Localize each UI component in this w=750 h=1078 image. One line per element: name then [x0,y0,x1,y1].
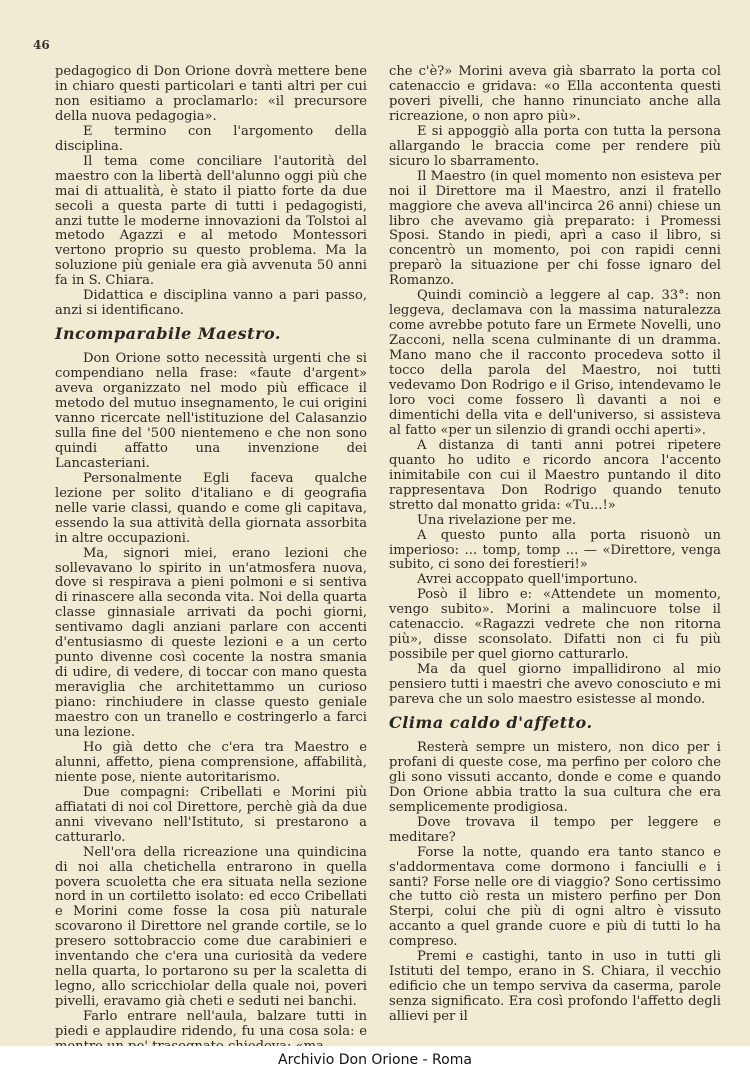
paragraph: Quindi cominciò a leggere al cap. 33°: non leggeva, declamava con la massima naturalezza come avrebbe potuto fare un Ermete Novelli, uno Zacconi, nella scena culminante di un dramma. Mano mano che il racconto procedeva sotto il tocco della parola del Maestro, noi tutti vedevamo Don Rodrigo e il Griso, intendevamo le loro voci come fossero lì davanti a noi e dimentichi della vita e dell'universo, si assisteva al fatto «per un silenzio di grandi occhi aperti». [389,288,721,438]
paragraph: Personalmente Egli faceva qualche lezione per solito d'italiano e di geografia nelle varie classi, quando e come gli capitava, essendo la sua attività della giornata assorbita in altre occupazioni. [55,470,367,546]
section-heading: Clima caldo d'affetto. [389,712,593,732]
paragraph: pedagogico di Don Orione dovrà mettere bene in chiaro questi particolari e tanti altri per cui non esitiamo a proclamarlo: «il precursore della nuova pedagogia». [55,64,367,124]
paragraph: Farlo entrare nell'aula, balzare tutti in piedi e applaudire ridendo, fu una cosa sola: e [55,1009,367,1040]
paragraph: Ma, signori miei, erano lezioni che sollevavano lo spirito in un'atmosfera nuova, dove si respirava a pieni polmoni e si sentiva di rinascere alla seconda vita. Noi della quarta classe ginnasiale arrivati da pochi giorni, sentivamo dagli anziani parlare con accenti d'entusiasmo di queste lezioni e a un certo punto divenne così cocente la nostra smania di udire, di vedere, di toccar con mano questa meraviglia che architettammo un curioso piano: rinchiudere in classe questo geniale maestro con un tranello e costringerlo a farci una lezione. [55,545,367,740]
left-column [55,65,367,1055]
paragraph: Posò il libro e: «Attendete un momento, vengo subito». Morini a malincuore tolse il catenaccio. «Ragazzi vedrete che non ritorna più», disse sconsolato. Difatti non ci fu più possibile per quel giorno catturarlo. [389,587,721,663]
archive-credit: Archivio Don Orione - Roma [278,1052,472,1068]
paragraph: Ma da quel giorno impallidirono al mio pensiero tutti i maestri che avevo conosciuto e mi pareva che un solo maestro esistesse al mondo. [389,662,721,708]
paragraph: Dove trovava il tempo per leggere e meditare? [389,814,721,845]
paragraph: A questo punto alla porta risuonò un imperioso: ... tomp, tomp ... — «Direttore, venga subito, ci sono dei forestieri!» [389,527,721,573]
paragraph: che c'è?» Morini aveva già sbarrato la porta col catenaccio e gridava: «o Ella accontenta questi poveri pivelli, che hanno rinunciato anche alla ricreazione, o non apro più». [389,64,721,124]
paragraph: A distanza di tanti anni potrei ripetere quanto ho udito e ricordo ancora l'accento inimitabile con cui il Maestro puntando il dito rappresentava Don Rodrigo quando tenuto stretto dal monatto grida: «Tu...!» [389,437,721,513]
paragraph: Due compagni: Cribellati e Morini più affiatati di noi col Direttore, perchè già da due anni vivevano nell'Istituto, si prestarono a catturarlo. [55,784,367,845]
paragraph: Ho già detto che c'era tra Maestro e alunni, affetto, piena comprensione, affabilità, niente pose, niente autoritarismo. [55,739,367,785]
paragraph: Il Maestro (in quel momento non esisteva per noi il Direttore ma il Maestro, anzi il fratello maggiore che aveva all'incirca 26 anni) chiese un libro che avevamo già preparato: i Promessi Sposi. Stando in piedi, aprì a caso il libro, si concentrò un momento, poi con rapidi cenni preparò la situazione per chi fosse ignaro del Romanzo. [389,168,721,289]
paragraph: E si appoggiò alla porta con tutta la persona allargando le braccia come per rendere più sicuro lo sbarramento. [389,123,721,169]
paragraph: Una rivelazione per me. [417,512,577,528]
right-column [389,65,721,1025]
paragraph: Avrei accoppato quell'importuno. [417,572,638,588]
paragraph: Il tema come conciliare l'autorità del maestro con la libertà dell'alunno oggi più che mai di attualità, è stato il piatto forte da due secoli a questa parte di tutti i pedagogisti, anzi tutte le moderne innovazioni da Tolstoi al metodo Agazzi e al metodo Montessori vertono proprio su questo problema. Ma la soluzione più geniale era già avvenuta 50 anni fa in S. Chiara. [55,153,367,289]
paragraph: Didattica e disciplina vanno a pari passo, anzi si identificano. [55,288,367,319]
paragraph: Forse la notte, quando era tanto stanco e s'addormentava come dormono i fanciulli e i santi? Forse nelle ore di viaggio? Sono certissimo che tutto ciò resta un mistero perfino per Don Sterpi, colui che più di ogni altro è vissuto accanto a quel grande cuore e più di tutti lo ha compreso. [389,844,721,950]
paragraph: Premi e castighi, tanto in uso in tutti gli Istituti del tempo, erano in S. Chiara, il vecchio edificio che un tempo serviva da caserma, parole senza significato. Era così profondo l'affetto degli allievi per il [389,949,721,1025]
page-number: 46 [33,38,50,52]
paragraph: Resterà sempre un mistero, non dico per i profani di queste cose, ma perfino per coloro che gli sono vissuti accanto, donde e come e quando Don Orione abbia tratto la sua cultura che era semplicemente prodigiosa. [389,739,721,815]
paragraph: Don Orione sotto necessità urgenti che si compendiano nella frase: «faute d'argent» aveva organizzato nel modo più efficace il metodo del mutuo insegnamento, le cui origini vanno ricercate nell'istituzione del Calasanzio sulla fine del '500 nientemeno e che non sono quindi affatto una invenzione dei Lancasteriani. [55,351,367,471]
paragraph: Nell'ora della ricreazione una quindicina di noi alla chetichella entrarono in quella povera scuoletta che era situata nella sezione nord in un cortiletto isolato: ed ecco Cribellati e Morini come fosse la cosa più naturale scovarono il Direttore nel grande cortile, se lo presero sottobraccio come due carabinieri e inventando che c'era una curiosità da vedere nella quarta, lo portarono su per la scaletta di legno, allo scricchiolar della quale noi, poveri pivelli, eravamo già cheti e seduti nei banchi. [55,844,367,1010]
section-heading: Incomparabile Maestro. [55,324,281,344]
archive-footer [0,1046,750,1078]
paragraph: E termino con l'argomento della disciplina. [55,123,367,154]
